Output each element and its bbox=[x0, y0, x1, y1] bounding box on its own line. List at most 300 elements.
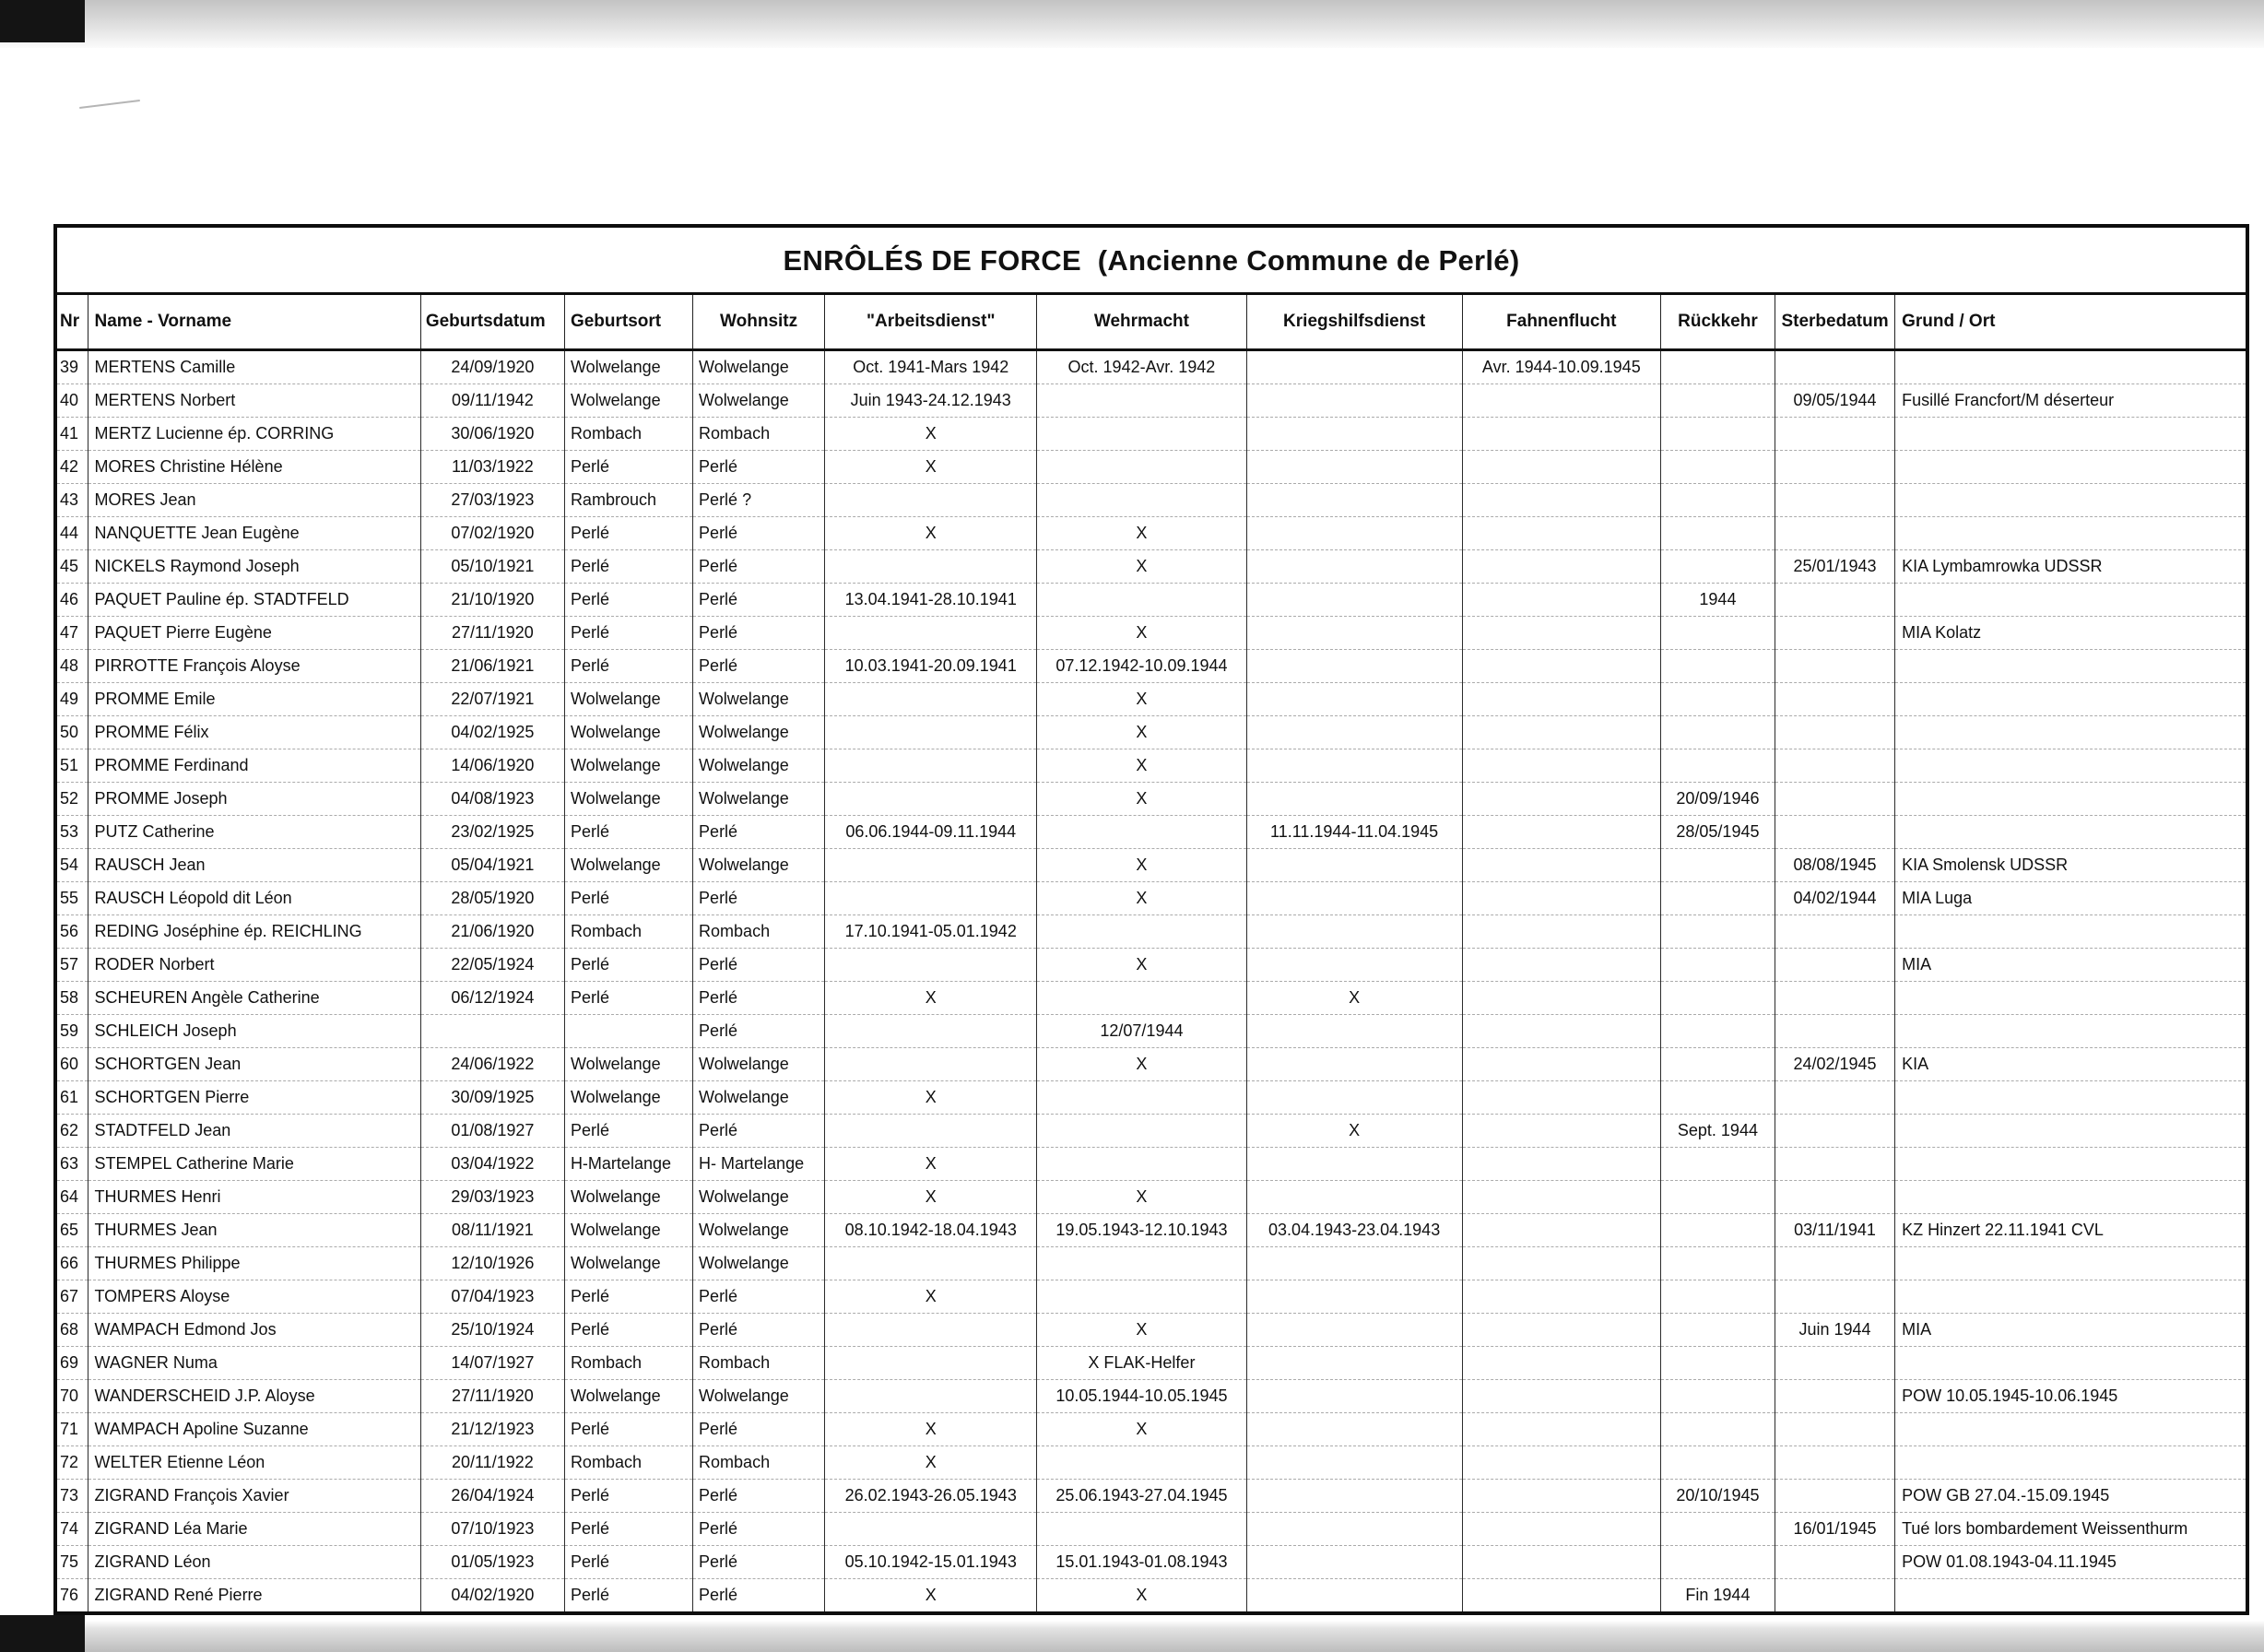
table-cell: 03/04/1922 bbox=[420, 1148, 564, 1181]
table-row bbox=[57, 350, 2246, 384]
table-cell bbox=[825, 1247, 1037, 1280]
column-header: Kriegshilfsdienst bbox=[1246, 295, 1462, 350]
table-cell: Avr. 1944-10.09.1945 bbox=[1462, 350, 1660, 384]
table-cell bbox=[1660, 683, 1775, 716]
table-cell bbox=[1895, 716, 2246, 749]
table-cell: 07.12.1942-10.09.1944 bbox=[1037, 650, 1246, 683]
table-cell bbox=[1246, 584, 1462, 617]
table-cell bbox=[1660, 617, 1775, 650]
table-cell bbox=[1246, 1413, 1462, 1446]
table-row bbox=[57, 1347, 2246, 1380]
table-cell bbox=[1660, 550, 1775, 584]
table-cell: MERTZ Lucienne ép. CORRING bbox=[88, 418, 420, 451]
table-cell: WELTER Etienne Léon bbox=[88, 1446, 420, 1480]
table-cell: SCHEUREN Angèle Catherine bbox=[88, 982, 420, 1015]
table-row bbox=[57, 1247, 2246, 1280]
table-cell: 30/09/1925 bbox=[420, 1081, 564, 1115]
table-cell: MERTENS Camille bbox=[88, 350, 420, 384]
table-row bbox=[57, 783, 2246, 816]
column-header: Wohnsitz bbox=[693, 295, 825, 350]
table-cell bbox=[1895, 1181, 2246, 1214]
table-cell: Perlé bbox=[693, 1115, 825, 1148]
column-header: Sterbedatum bbox=[1775, 295, 1894, 350]
table-cell bbox=[1037, 1513, 1246, 1546]
table-cell: 07/04/1923 bbox=[420, 1280, 564, 1314]
table-cell: Wolwelange bbox=[693, 849, 825, 882]
table-cell: Perlé bbox=[693, 1546, 825, 1579]
table-cell: 27/03/1923 bbox=[420, 484, 564, 517]
table-cell: MERTENS Norbert bbox=[88, 384, 420, 418]
table-cell bbox=[1775, 1380, 1894, 1413]
table-cell bbox=[1775, 584, 1894, 617]
table-cell bbox=[1246, 949, 1462, 982]
table-row bbox=[57, 1380, 2246, 1413]
table-cell: Rombach bbox=[564, 1446, 692, 1480]
table-cell: 05/04/1921 bbox=[420, 849, 564, 882]
table-row bbox=[57, 1048, 2246, 1081]
table-cell: 74 bbox=[57, 1513, 88, 1546]
table-cell bbox=[1775, 783, 1894, 816]
table-cell bbox=[1895, 1347, 2246, 1380]
table-cell: WAGNER Numa bbox=[88, 1347, 420, 1380]
table-cell bbox=[1246, 915, 1462, 949]
table-cell bbox=[825, 1015, 1037, 1048]
table-cell: Rombach bbox=[693, 915, 825, 949]
table-cell bbox=[1775, 1579, 1894, 1612]
table-cell: Rombach bbox=[564, 418, 692, 451]
table-cell bbox=[1895, 982, 2246, 1015]
table-cell: THURMES Henri bbox=[88, 1181, 420, 1214]
table-row bbox=[57, 617, 2246, 650]
table-cell: 53 bbox=[57, 816, 88, 849]
table-cell bbox=[1775, 683, 1894, 716]
table-cell bbox=[1775, 949, 1894, 982]
table-row bbox=[57, 683, 2246, 716]
table-cell: PUTZ Catherine bbox=[88, 816, 420, 849]
table-cell: Wolwelange bbox=[693, 783, 825, 816]
table-cell: MIA bbox=[1895, 1314, 2246, 1347]
table-cell bbox=[1462, 1048, 1660, 1081]
table-cell: 25/01/1943 bbox=[1775, 550, 1894, 584]
table-cell bbox=[1895, 1247, 2246, 1280]
table-cell: 67 bbox=[57, 1280, 88, 1314]
table-cell bbox=[1462, 882, 1660, 915]
table-cell bbox=[1246, 1347, 1462, 1380]
table-cell bbox=[1660, 1380, 1775, 1413]
table-cell: Perlé bbox=[693, 882, 825, 915]
table-cell bbox=[1246, 1280, 1462, 1314]
table-cell bbox=[1895, 451, 2246, 484]
table-cell bbox=[1775, 816, 1894, 849]
table-cell: Perlé bbox=[693, 550, 825, 584]
table-cell: WANDERSCHEID J.P. Aloyse bbox=[88, 1380, 420, 1413]
table-cell: 64 bbox=[57, 1181, 88, 1214]
table-cell bbox=[1462, 550, 1660, 584]
table-cell bbox=[1037, 1081, 1246, 1115]
table-cell bbox=[1246, 1081, 1462, 1115]
table-cell bbox=[1775, 1280, 1894, 1314]
table-row bbox=[57, 1214, 2246, 1247]
table-cell bbox=[1462, 1579, 1660, 1612]
table-cell bbox=[825, 882, 1037, 915]
table-cell: PROMME Félix bbox=[88, 716, 420, 749]
table-cell: 44 bbox=[57, 517, 88, 550]
table-cell: X bbox=[1037, 949, 1246, 982]
table-cell: Oct. 1942-Avr. 1942 bbox=[1037, 350, 1246, 384]
table-row bbox=[57, 882, 2246, 915]
table-cell: 21/12/1923 bbox=[420, 1413, 564, 1446]
table-cell: 50 bbox=[57, 716, 88, 749]
table-cell: Wolwelange bbox=[564, 1214, 692, 1247]
table-cell: X bbox=[1037, 783, 1246, 816]
table-cell: Wolwelange bbox=[564, 1380, 692, 1413]
table-cell bbox=[1775, 1546, 1894, 1579]
table-cell bbox=[1246, 384, 1462, 418]
table-cell bbox=[1246, 1048, 1462, 1081]
table-cell: Sept. 1944 bbox=[1660, 1115, 1775, 1148]
table-cell: MORES Christine Hélène bbox=[88, 451, 420, 484]
table-cell: ZIGRAND Léon bbox=[88, 1546, 420, 1579]
table-cell: X bbox=[825, 451, 1037, 484]
table-cell bbox=[1660, 1413, 1775, 1446]
table-row bbox=[57, 451, 2246, 484]
table-cell bbox=[1462, 451, 1660, 484]
table-cell bbox=[1775, 915, 1894, 949]
table-cell: PAQUET Pierre Eugène bbox=[88, 617, 420, 650]
table-header-row bbox=[57, 295, 2246, 350]
table-cell bbox=[1462, 982, 1660, 1015]
table-cell: X bbox=[825, 1446, 1037, 1480]
table-cell: Wolwelange bbox=[693, 1214, 825, 1247]
table-cell: Perlé bbox=[564, 617, 692, 650]
table-row bbox=[57, 418, 2246, 451]
table-cell bbox=[1246, 550, 1462, 584]
table-cell: 08/11/1921 bbox=[420, 1214, 564, 1247]
column-header: Geburtsdatum bbox=[420, 295, 564, 350]
table-cell bbox=[1660, 1048, 1775, 1081]
table-cell: POW 10.05.1945-10.06.1945 bbox=[1895, 1380, 2246, 1413]
table-cell: Perlé bbox=[693, 451, 825, 484]
table-cell: 52 bbox=[57, 783, 88, 816]
table-cell: Oct. 1941-Mars 1942 bbox=[825, 350, 1037, 384]
column-header: Name - Vorname bbox=[88, 295, 420, 350]
table-cell: PIRROTTE François Aloyse bbox=[88, 650, 420, 683]
table-cell bbox=[1037, 451, 1246, 484]
table-cell: X bbox=[825, 1081, 1037, 1115]
table-cell bbox=[825, 949, 1037, 982]
table-cell bbox=[1660, 384, 1775, 418]
table-cell: Wolwelange bbox=[693, 1081, 825, 1115]
table-row bbox=[57, 849, 2246, 882]
table-cell bbox=[825, 1380, 1037, 1413]
table-cell bbox=[564, 1015, 692, 1048]
table-cell: Wolwelange bbox=[693, 1048, 825, 1081]
table-cell bbox=[1462, 484, 1660, 517]
table-cell: X bbox=[1246, 1115, 1462, 1148]
table-cell bbox=[1462, 418, 1660, 451]
table-cell: Wolwelange bbox=[693, 1181, 825, 1214]
table-row bbox=[57, 1280, 2246, 1314]
table-cell: Perlé bbox=[564, 882, 692, 915]
table-cell: 25.06.1943-27.04.1945 bbox=[1037, 1480, 1246, 1513]
table-cell: 41 bbox=[57, 418, 88, 451]
table-cell bbox=[1775, 1247, 1894, 1280]
table-cell bbox=[1462, 617, 1660, 650]
table-cell: Wolwelange bbox=[693, 716, 825, 749]
table-cell bbox=[1462, 1480, 1660, 1513]
table-cell: 25/10/1924 bbox=[420, 1314, 564, 1347]
table-cell bbox=[1660, 915, 1775, 949]
table-cell: 12/07/1944 bbox=[1037, 1015, 1246, 1048]
table-cell bbox=[1775, 1446, 1894, 1480]
table-cell: POW GB 27.04.-15.09.1945 bbox=[1895, 1480, 2246, 1513]
table-cell: PROMME Joseph bbox=[88, 783, 420, 816]
table-cell: Wolwelange bbox=[693, 1247, 825, 1280]
table-cell: Wolwelange bbox=[693, 683, 825, 716]
table-cell bbox=[1037, 484, 1246, 517]
table-cell bbox=[1895, 783, 2246, 816]
table-cell bbox=[1775, 484, 1894, 517]
table-cell bbox=[1775, 1347, 1894, 1380]
table-cell: 46 bbox=[57, 584, 88, 617]
table-cell bbox=[825, 1115, 1037, 1148]
table-cell bbox=[1246, 1380, 1462, 1413]
table-cell: 05/10/1921 bbox=[420, 550, 564, 584]
table-cell bbox=[1660, 650, 1775, 683]
table-cell: Perlé bbox=[693, 949, 825, 982]
table-cell bbox=[1895, 1280, 2246, 1314]
table-cell: 24/02/1945 bbox=[1775, 1048, 1894, 1081]
table-cell bbox=[1775, 982, 1894, 1015]
table-cell: 06/12/1924 bbox=[420, 982, 564, 1015]
table-cell: 51 bbox=[57, 749, 88, 783]
table-cell bbox=[1895, 1148, 2246, 1181]
table-cell: X bbox=[825, 1280, 1037, 1314]
table-cell: 72 bbox=[57, 1446, 88, 1480]
table-cell bbox=[1775, 1480, 1894, 1513]
table-cell bbox=[1660, 849, 1775, 882]
table-cell: Wolwelange bbox=[564, 1181, 692, 1214]
table-cell bbox=[1462, 1513, 1660, 1546]
table-cell bbox=[1660, 1314, 1775, 1347]
table-cell: WAMPACH Apoline Suzanne bbox=[88, 1413, 420, 1446]
table-cell: Perlé bbox=[564, 650, 692, 683]
table-cell bbox=[1895, 484, 2246, 517]
table-cell bbox=[1660, 1148, 1775, 1181]
table-cell: H- Martelange bbox=[693, 1148, 825, 1181]
table-cell bbox=[1895, 1015, 2246, 1048]
table-cell: Perlé bbox=[693, 1280, 825, 1314]
table-cell bbox=[1462, 783, 1660, 816]
table-cell: NICKELS Raymond Joseph bbox=[88, 550, 420, 584]
table-cell: Wolwelange bbox=[564, 1081, 692, 1115]
table-cell: MIA Luga bbox=[1895, 882, 2246, 915]
table-cell: X bbox=[825, 418, 1037, 451]
table-cell: X bbox=[825, 1413, 1037, 1446]
table-cell bbox=[1895, 1115, 2246, 1148]
table-cell bbox=[1775, 1413, 1894, 1446]
table-cell bbox=[1895, 1579, 2246, 1612]
table-cell bbox=[1660, 749, 1775, 783]
table-cell: 58 bbox=[57, 982, 88, 1015]
table-cell bbox=[825, 683, 1037, 716]
table-cell bbox=[1895, 683, 2246, 716]
table-cell: 04/08/1923 bbox=[420, 783, 564, 816]
table-row bbox=[57, 1413, 2246, 1446]
table-cell bbox=[1660, 1214, 1775, 1247]
table-cell bbox=[1895, 517, 2246, 550]
table-cell bbox=[825, 1048, 1037, 1081]
table-cell bbox=[1462, 1446, 1660, 1480]
table-cell bbox=[1246, 451, 1462, 484]
table-cell: 04/02/1925 bbox=[420, 716, 564, 749]
table-cell bbox=[1462, 1413, 1660, 1446]
column-header: Wehrmacht bbox=[1037, 295, 1246, 350]
table-cell: 09/05/1944 bbox=[1775, 384, 1894, 418]
table-row bbox=[57, 1115, 2246, 1148]
table-cell: 1944 bbox=[1660, 584, 1775, 617]
table-cell: 20/09/1946 bbox=[1660, 783, 1775, 816]
table-cell: Perlé bbox=[693, 617, 825, 650]
table-cell: Wolwelange bbox=[564, 1048, 692, 1081]
table-cell: X bbox=[1037, 517, 1246, 550]
table-cell bbox=[1462, 384, 1660, 418]
table-cell: X FLAK-Helfer bbox=[1037, 1347, 1246, 1380]
table-cell: Perlé bbox=[693, 1015, 825, 1048]
table-cell: 20/11/1922 bbox=[420, 1446, 564, 1480]
table-cell: 42 bbox=[57, 451, 88, 484]
table-cell bbox=[1660, 1247, 1775, 1280]
table-row bbox=[57, 384, 2246, 418]
table-cell bbox=[1775, 1081, 1894, 1115]
table-cell: STADTFELD Jean bbox=[88, 1115, 420, 1148]
table-cell: 59 bbox=[57, 1015, 88, 1048]
table-row bbox=[57, 749, 2246, 783]
table-cell bbox=[825, 849, 1037, 882]
table-cell: 68 bbox=[57, 1314, 88, 1347]
table-cell: 21/10/1920 bbox=[420, 584, 564, 617]
column-header: Rückkehr bbox=[1660, 295, 1775, 350]
table-row bbox=[57, 1579, 2246, 1612]
table-cell: 14/07/1927 bbox=[420, 1347, 564, 1380]
table-cell: Perlé bbox=[564, 1480, 692, 1513]
table-cell bbox=[1775, 617, 1894, 650]
table-row bbox=[57, 1513, 2246, 1546]
table-cell: X bbox=[1037, 716, 1246, 749]
table-cell bbox=[1246, 1181, 1462, 1214]
scan-artifact-top-band bbox=[0, 0, 2264, 48]
table-cell bbox=[825, 716, 1037, 749]
table-cell bbox=[1462, 915, 1660, 949]
table-cell: 04/02/1920 bbox=[420, 1579, 564, 1612]
table-cell: 10.03.1941-20.09.1941 bbox=[825, 650, 1037, 683]
table-cell bbox=[1775, 418, 1894, 451]
table-cell: 75 bbox=[57, 1546, 88, 1579]
table-cell: 40 bbox=[57, 384, 88, 418]
table-cell: 16/01/1945 bbox=[1775, 1513, 1894, 1546]
table-cell: 15.01.1943-01.08.1943 bbox=[1037, 1546, 1246, 1579]
table-cell: 24/06/1922 bbox=[420, 1048, 564, 1081]
table-cell: 69 bbox=[57, 1347, 88, 1380]
table-cell: X bbox=[1037, 882, 1246, 915]
table-cell: THURMES Jean bbox=[88, 1214, 420, 1247]
table-cell bbox=[1246, 1546, 1462, 1579]
table-cell bbox=[1775, 1148, 1894, 1181]
table-cell bbox=[1660, 882, 1775, 915]
table-cell: Perlé bbox=[564, 1280, 692, 1314]
table-cell: Wolwelange bbox=[564, 783, 692, 816]
table-cell: Perlé bbox=[693, 1513, 825, 1546]
table-cell: Rombach bbox=[693, 418, 825, 451]
table-cell bbox=[1660, 451, 1775, 484]
table-cell bbox=[1660, 716, 1775, 749]
table-cell: 03.04.1943-23.04.1943 bbox=[1246, 1214, 1462, 1247]
table-cell: 10.05.1944-10.05.1945 bbox=[1037, 1380, 1246, 1413]
table-row bbox=[57, 1546, 2246, 1579]
table-cell: 63 bbox=[57, 1148, 88, 1181]
table-cell: Perlé bbox=[564, 949, 692, 982]
table-cell: 61 bbox=[57, 1081, 88, 1115]
table-cell: 09/11/1942 bbox=[420, 384, 564, 418]
table-cell: X bbox=[825, 982, 1037, 1015]
table-cell: X bbox=[1037, 749, 1246, 783]
table-cell bbox=[1895, 1413, 2246, 1446]
table-cell bbox=[825, 783, 1037, 816]
table-cell: Perlé bbox=[564, 1546, 692, 1579]
table-row bbox=[57, 517, 2246, 550]
table-cell bbox=[1462, 683, 1660, 716]
table-cell: 05.10.1942-15.01.1943 bbox=[825, 1546, 1037, 1579]
table-cell: 23/02/1925 bbox=[420, 816, 564, 849]
table-cell bbox=[825, 1314, 1037, 1347]
table-cell: 13.04.1941-28.10.1941 bbox=[825, 584, 1037, 617]
table-cell bbox=[1660, 1280, 1775, 1314]
table-cell bbox=[1895, 350, 2246, 384]
table-cell bbox=[1462, 1380, 1660, 1413]
table-cell bbox=[1037, 418, 1246, 451]
table-cell bbox=[1246, 1513, 1462, 1546]
table-cell: 07/02/1920 bbox=[420, 517, 564, 550]
table-cell: Perlé ? bbox=[693, 484, 825, 517]
table-cell: Perlé bbox=[693, 1314, 825, 1347]
table-cell bbox=[1660, 1347, 1775, 1380]
table-cell: 08.10.1942-18.04.1943 bbox=[825, 1214, 1037, 1247]
table-cell: Perlé bbox=[564, 517, 692, 550]
table-row bbox=[57, 1015, 2246, 1048]
table-cell: 56 bbox=[57, 915, 88, 949]
table-cell: X bbox=[1037, 849, 1246, 882]
table-cell bbox=[1660, 949, 1775, 982]
table-cell bbox=[1037, 1148, 1246, 1181]
table-row bbox=[57, 484, 2246, 517]
table-cell: 21/06/1920 bbox=[420, 915, 564, 949]
table-cell: Wolwelange bbox=[693, 384, 825, 418]
table-cell bbox=[1462, 1546, 1660, 1579]
column-header: Nr bbox=[57, 295, 88, 350]
table-cell: 06.06.1944-09.11.1944 bbox=[825, 816, 1037, 849]
table-cell bbox=[1895, 650, 2246, 683]
table-cell: 27/11/1920 bbox=[420, 617, 564, 650]
table-cell: RAUSCH Léopold dit Léon bbox=[88, 882, 420, 915]
table-cell bbox=[825, 749, 1037, 783]
table-cell: MORES Jean bbox=[88, 484, 420, 517]
table-cell bbox=[1462, 1081, 1660, 1115]
table-cell bbox=[825, 484, 1037, 517]
table-cell bbox=[1037, 982, 1246, 1015]
column-header: Fahnenflucht bbox=[1462, 295, 1660, 350]
table-cell: Perlé bbox=[693, 517, 825, 550]
table-cell: Wolwelange bbox=[693, 350, 825, 384]
